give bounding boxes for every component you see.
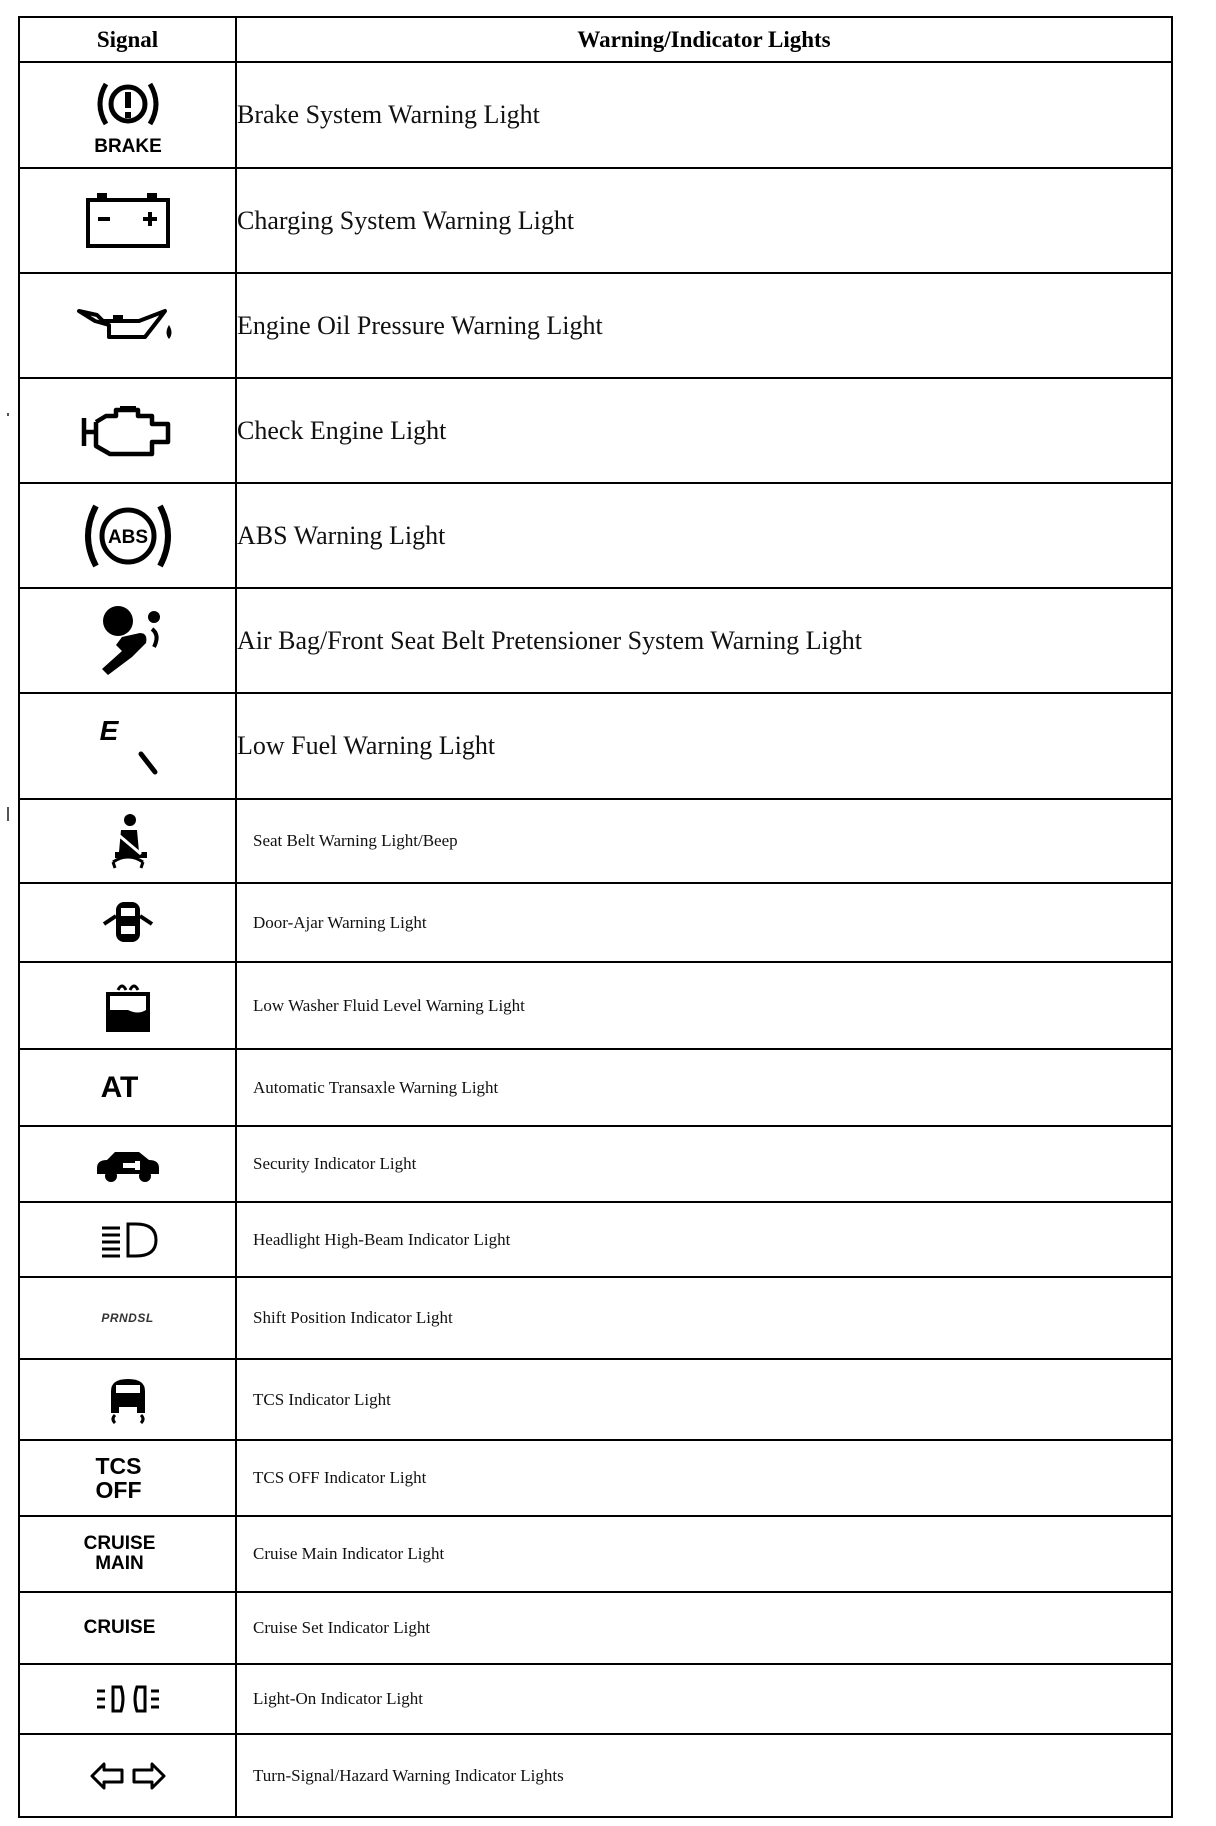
- signal-cell: [19, 1734, 236, 1817]
- signal-cell: [19, 588, 236, 693]
- turn-signal-icon: [88, 1760, 168, 1792]
- fuel-empty-label: E: [99, 715, 118, 746]
- tcs-off-line2: OFF: [95, 1477, 142, 1503]
- signal-cell: [19, 1359, 236, 1440]
- tcs-off-icon: [2, 1454, 235, 1502]
- signal-cell: [19, 1126, 236, 1202]
- light-description: Brake System Warning Light: [236, 62, 1172, 168]
- scan-speck: [7, 413, 9, 416]
- cruise-main-icon: [4, 1534, 235, 1574]
- table-row: [19, 588, 1172, 693]
- abs-icon-label: ABS: [107, 526, 148, 548]
- signal-cell: [19, 483, 236, 588]
- warning-lights-table: [18, 16, 1173, 1818]
- light-on-icon: [93, 1683, 163, 1715]
- table-row: [19, 1664, 1172, 1734]
- light-description: Security Indicator Light: [236, 1126, 1172, 1202]
- light-description: Engine Oil Pressure Warning Light: [236, 273, 1172, 378]
- signal-cell: [19, 883, 236, 962]
- signal-cell: [19, 62, 236, 168]
- brake-warning-icon: [78, 74, 178, 156]
- signal-cell: [19, 1440, 236, 1516]
- light-description: TCS Indicator Light: [236, 1359, 1172, 1440]
- table-row: [19, 1126, 1172, 1202]
- signal-cell: [19, 1592, 236, 1664]
- table-row: [19, 962, 1172, 1049]
- light-description: Shift Position Indicator Light: [236, 1277, 1172, 1359]
- abs-icon: [76, 496, 180, 576]
- brake-icon-label: BRAKE: [93, 136, 162, 156]
- scan-speck: [7, 807, 9, 821]
- lights-column-header: Warning/Indicator Lights: [236, 17, 1172, 62]
- signal-column-header: Signal: [19, 17, 236, 62]
- signal-cell: [19, 1664, 236, 1734]
- table-row: [19, 168, 1172, 273]
- table-row: [19, 378, 1172, 483]
- battery-icon: [83, 189, 173, 253]
- light-description: Check Engine Light: [236, 378, 1172, 483]
- signal-cell: [19, 273, 236, 378]
- light-description: Cruise Main Indicator Light: [236, 1516, 1172, 1592]
- table-row: [19, 62, 1172, 168]
- door-ajar-icon: [100, 896, 156, 950]
- table-row: [19, 1202, 1172, 1277]
- signal-cell: [19, 1277, 236, 1359]
- light-description: Turn-Signal/Hazard Warning Indicator Lights: [236, 1734, 1172, 1817]
- signal-cell: [19, 799, 236, 883]
- table-row: [19, 1359, 1172, 1440]
- cruise-main-line1: CRUISE: [83, 1533, 156, 1555]
- security-car-icon: [93, 1144, 163, 1184]
- seat-belt-icon: [103, 812, 153, 870]
- table-row: [19, 1592, 1172, 1664]
- signal-cell: [19, 1516, 236, 1592]
- table-row: [19, 1440, 1172, 1516]
- cruise-main-line2: MAIN: [95, 1553, 144, 1574]
- light-description: Seat Belt Warning Light/Beep: [236, 799, 1172, 883]
- table-row: [19, 693, 1172, 799]
- signal-cell: [19, 962, 236, 1049]
- table-row: [19, 1277, 1172, 1359]
- transaxle-icon: AT: [100, 1070, 139, 1104]
- light-description: Low Washer Fluid Level Warning Light: [236, 962, 1172, 1049]
- airbag-icon: [88, 601, 168, 681]
- table-header-row: [19, 17, 1172, 62]
- light-description: Low Fuel Warning Light: [236, 693, 1172, 799]
- signal-cell: [19, 693, 236, 799]
- light-description: Air Bag/Front Seat Belt Pretensioner System Warning Light: [236, 588, 1172, 693]
- light-description: Door-Ajar Warning Light: [236, 883, 1172, 962]
- tcs-icon: [103, 1373, 153, 1427]
- washer-fluid-icon: [102, 978, 154, 1034]
- light-description: ABS Warning Light: [236, 483, 1172, 588]
- engine-icon: [78, 402, 178, 460]
- light-description: Charging System Warning Light: [236, 168, 1172, 273]
- oil-can-icon: [73, 301, 183, 351]
- high-beam-icon: [96, 1220, 160, 1260]
- shift-position-icon: PRNDSL: [101, 1311, 154, 1325]
- light-description: Light-On Indicator Light: [236, 1664, 1172, 1734]
- signal-cell: [19, 1202, 236, 1277]
- table-row: [19, 273, 1172, 378]
- tcs-off-line1: TCS: [95, 1452, 142, 1479]
- table-row: [19, 1049, 1172, 1126]
- table-row: [19, 1734, 1172, 1817]
- table-row: [19, 1516, 1172, 1592]
- table-row: [19, 799, 1172, 883]
- signal-cell: [19, 168, 236, 273]
- table-row: [19, 883, 1172, 962]
- cruise-set-icon: CRUISE: [83, 1617, 156, 1638]
- light-description: Headlight High-Beam Indicator Light: [236, 1202, 1172, 1277]
- light-description: Automatic Transaxle Warning Light: [236, 1049, 1172, 1126]
- signal-cell: [19, 1049, 236, 1126]
- signal-cell: [19, 378, 236, 483]
- light-description: TCS OFF Indicator Light: [236, 1440, 1172, 1516]
- table-row: [19, 483, 1172, 588]
- fuel-gauge-icon: [83, 714, 173, 778]
- light-description: Cruise Set Indicator Light: [236, 1592, 1172, 1664]
